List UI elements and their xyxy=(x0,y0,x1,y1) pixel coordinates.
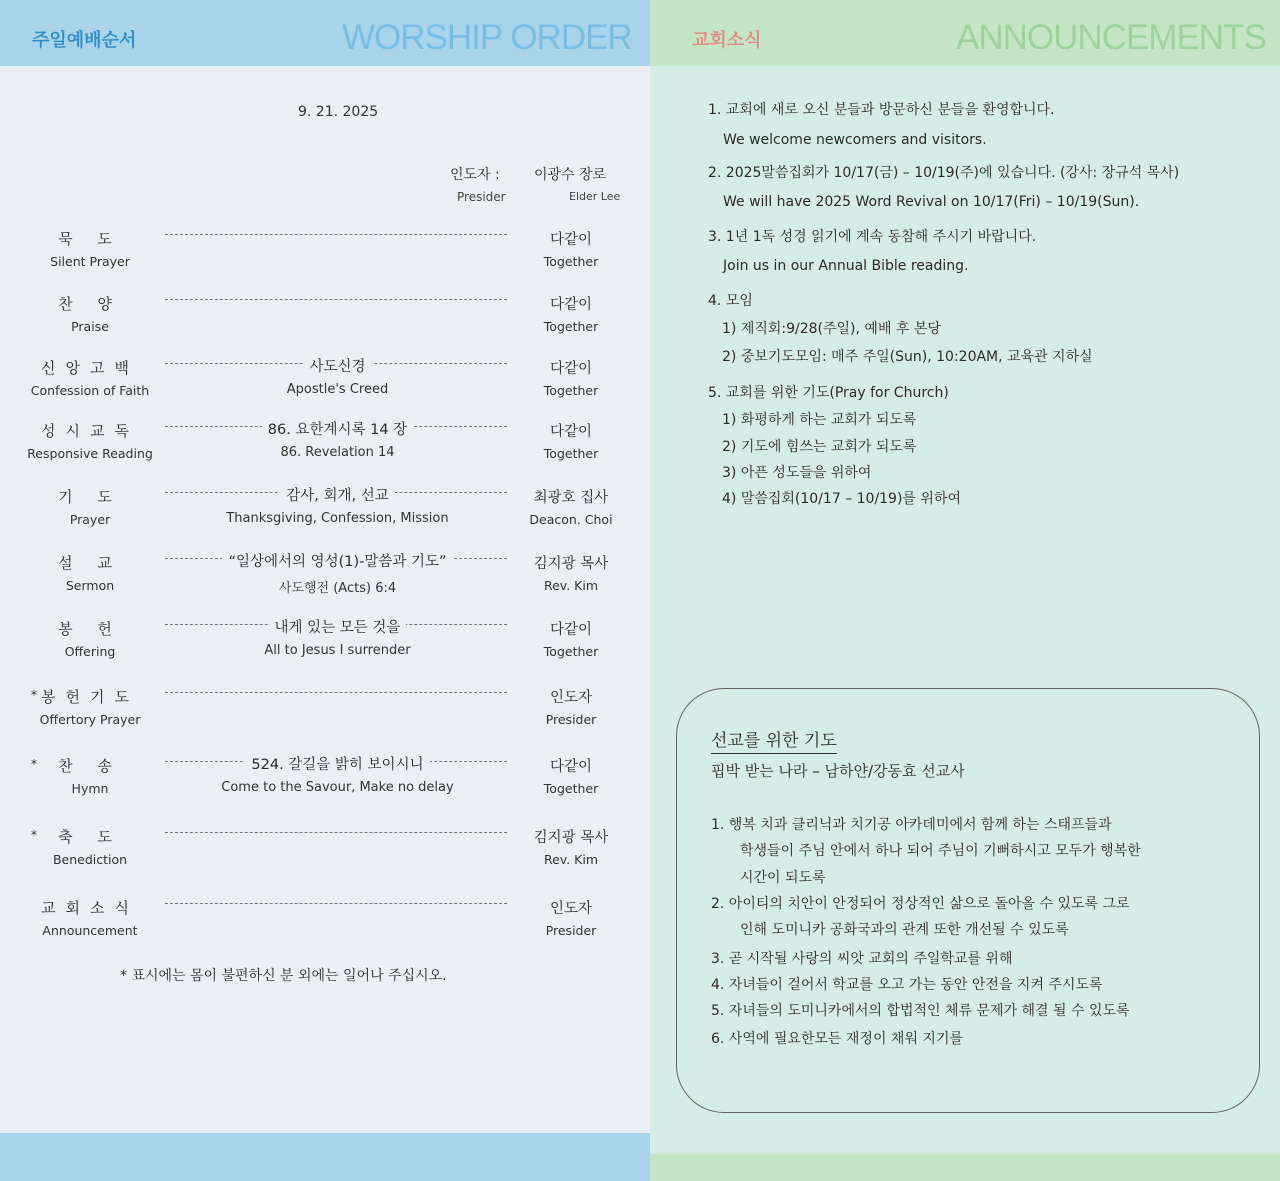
order-item-ko: 설 교 xyxy=(58,554,122,572)
dotted-leader xyxy=(165,903,507,904)
order-row xyxy=(0,755,650,815)
order-item-content xyxy=(165,418,510,439)
order-item-leader-en: Together xyxy=(543,254,599,269)
order-item-en: Prayer xyxy=(69,512,111,527)
announcements-panel xyxy=(650,0,1280,1181)
presider-label-en: Presider xyxy=(457,190,506,204)
order-item-ko: 신앙고백 xyxy=(41,359,139,377)
order-row xyxy=(0,686,650,746)
order-row xyxy=(0,293,650,353)
presider-label-ko: 인도자 : xyxy=(450,167,500,183)
order-item-content-en: Apostle's Creed xyxy=(286,382,389,397)
order-row xyxy=(0,486,650,546)
order-item-content xyxy=(165,550,510,571)
order-item-leader-en: Together xyxy=(543,446,599,461)
order-item-leader-en: Together xyxy=(543,644,599,659)
order-item-en: Offering xyxy=(64,644,116,659)
service-date: 9. 21. 2025 xyxy=(298,104,379,120)
order-item-leader-ko: 다같이 xyxy=(549,424,593,440)
order-item-en: Praise xyxy=(71,319,109,334)
announcement-line: 1. 교회에 새로 오신 분들과 방문하신 분들을 환영합니다. xyxy=(708,102,1055,118)
order-item-leader-ko: 다같이 xyxy=(549,759,593,775)
announcement-line: 3) 아픈 성도들을 위하여 xyxy=(722,465,872,481)
announcement-line: 4) 말씀집회(10/17 – 10/19)를 위하여 xyxy=(722,491,961,507)
worship-order-title-ko: 주일예배순서 xyxy=(32,30,137,51)
mission-prayer-title: 선교를 위한 기도 xyxy=(711,726,837,754)
announcement-line: We welcome newcomers and visitors. xyxy=(723,132,987,148)
order-item-content-text: 524. 갈길을 밝히 보이시니 xyxy=(245,757,429,773)
order-item-leader-ko: 인도자 xyxy=(549,901,593,917)
announcement-line: 2) 중보기도모임: 매주 주일(Sun), 10:20AM, 교육관 지하실 xyxy=(722,349,1093,365)
order-item-content-text: “일상에서의 영성(1)-말씀과 기도” xyxy=(222,554,452,570)
order-item-leader-en: Together xyxy=(543,781,599,796)
order-item-content-en: Come to the Savour, Make no delay xyxy=(221,780,454,795)
order-row xyxy=(0,618,650,678)
presider-name-ko: 이광수 장로 xyxy=(534,167,607,183)
order-item-ko: 봉 헌 xyxy=(58,620,122,638)
order-item-content-en: Thanksgiving, Confession, Mission xyxy=(226,511,449,526)
required-stand-marker: * xyxy=(31,828,37,842)
order-item-leader-ko: 다같이 xyxy=(549,297,593,313)
mission-prayer-item: 5. 자녀들의 도미니카에서의 합법적인 체류 문제가 해결 될 수 있도록 xyxy=(711,1003,1130,1019)
mission-prayer-item: 2. 아이티의 치안이 안정되어 정상적인 삶으로 돌아올 수 있도록 그로 xyxy=(711,896,1130,912)
order-item-leader-ko: 다같이 xyxy=(549,361,593,377)
announcements-title-en: ANNOUNCEMENTS xyxy=(956,18,1266,57)
order-item-ko: 성시교독 xyxy=(41,422,139,440)
order-item-content-en: 사도행전 (Acts) 6:4 xyxy=(278,581,397,596)
order-item-ko: 봉헌기도 xyxy=(41,688,139,706)
order-item-content-text: 사도신경 xyxy=(303,359,371,375)
order-row xyxy=(0,897,650,957)
dotted-leader xyxy=(165,299,507,300)
order-item-en: Offertory Prayer xyxy=(39,712,141,727)
order-item-leader-en: Presider xyxy=(545,923,597,938)
order-item-leader-en: Rev. Kim xyxy=(543,852,599,867)
order-item-leader-ko: 인도자 xyxy=(549,690,593,706)
presider-name-en: Elder Lee xyxy=(569,190,621,203)
order-item-en: Confession of Faith xyxy=(30,383,150,398)
order-item-leader-ko: 최광호 집사 xyxy=(533,490,609,506)
order-row xyxy=(0,357,650,417)
order-item-leader-ko: 다같이 xyxy=(549,232,593,248)
order-item-leader-en: Rev. Kim xyxy=(543,578,599,593)
worship-order-title-en: WORSHIP ORDER xyxy=(342,18,632,57)
order-item-content-text: 내게 있는 모든 것을 xyxy=(269,620,407,636)
order-item-content xyxy=(165,616,510,637)
footer-band xyxy=(0,1133,650,1181)
order-item-ko: 찬 송 xyxy=(58,757,122,775)
mission-prayer-subtitle: 핍박 받는 나라 – 남하얀/강동효 선교사 xyxy=(711,762,965,780)
order-item-ko: 교회소식 xyxy=(41,899,139,917)
order-row xyxy=(0,826,650,886)
order-item-content xyxy=(165,484,510,505)
order-item-content xyxy=(165,355,510,376)
order-item-leader-en: Presider xyxy=(545,712,597,727)
mission-prayer-item: 1. 행복 치과 클리닉과 치기공 아카데미에서 함께 하는 스태프들과 xyxy=(711,817,1112,833)
order-item-en: Responsive Reading xyxy=(27,446,153,461)
announcement-line: 2. 2025말씀집회가 10/17(금) – 10/19(주)에 있습니다. (강사: 장규석 목사) xyxy=(708,165,1180,181)
dotted-leader xyxy=(165,234,507,235)
order-item-en: Hymn xyxy=(71,781,109,796)
mission-prayer-item: 학생들이 주님 안에서 하나 되어 주님이 기뻐하시고 모두가 행복한 xyxy=(740,843,1141,859)
order-item-ko: 묵 도 xyxy=(58,230,122,248)
footer-band xyxy=(650,1154,1280,1181)
order-item-leader-ko: 김지광 목사 xyxy=(533,556,609,572)
order-item-content-en: All to Jesus I surrender xyxy=(264,643,411,658)
order-item-content xyxy=(165,753,510,774)
order-item-ko: 기 도 xyxy=(58,488,122,506)
order-item-leader-ko: 다같이 xyxy=(549,622,593,638)
announcement-line: 5. 교회를 위한 기도(Pray for Church) xyxy=(708,385,949,401)
announcement-line: 1) 화평하게 하는 교회가 되도록 xyxy=(722,412,917,428)
announcement-line: 1) 제직회:9/28(주일), 예배 후 본당 xyxy=(722,321,941,337)
order-item-leader-ko: 김지광 목사 xyxy=(533,830,609,846)
order-item-content-en: 86. Revelation 14 xyxy=(280,445,395,460)
order-item-content-text: 86. 요한계시록 14 장 xyxy=(262,422,413,438)
required-stand-marker: * xyxy=(31,757,37,771)
required-stand-marker: * xyxy=(31,688,37,702)
dotted-leader xyxy=(165,832,507,833)
order-item-en: Announcement xyxy=(42,923,138,938)
order-item-leader-en: Deacon. Choi xyxy=(529,512,613,527)
order-item-leader-en: Together xyxy=(543,319,599,334)
order-item-ko: 찬 양 xyxy=(58,295,122,313)
announcement-line: 2) 기도에 힘쓰는 교회가 되도록 xyxy=(722,439,917,455)
order-item-en: Silent Prayer xyxy=(50,254,130,269)
dotted-leader xyxy=(165,692,507,693)
mission-prayer-item: 인해 도미니카 공화국과의 관계 또한 개선될 수 있도록 xyxy=(740,922,1069,938)
announcement-line: Join us in our Annual Bible reading. xyxy=(723,258,969,274)
order-item-en: Sermon xyxy=(65,578,115,593)
announcement-line: 3. 1년 1독 성경 읽기에 계속 동참해 주시기 바랍니다. xyxy=(708,229,1037,245)
order-item-ko: 축 도 xyxy=(58,828,122,846)
order-item-leader-en: Together xyxy=(543,383,599,398)
order-item-content-text: 감사, 회개, 선교 xyxy=(280,488,394,504)
announcement-line: We will have 2025 Word Revival on 10/17(Fri) – 10/19(Sun). xyxy=(723,194,1140,210)
mission-prayer-item: 6. 사역에 필요한모든 재정이 채워 지기를 xyxy=(711,1031,963,1047)
standing-note: * 표시에는 몸이 불편하신 분 외에는 일어나 주십시오. xyxy=(120,968,447,984)
order-row xyxy=(0,552,650,612)
order-row xyxy=(0,420,650,480)
order-row xyxy=(0,228,650,288)
announcement-line: 4. 모임 xyxy=(708,293,753,309)
announcements-title-ko: 교회소식 xyxy=(692,30,762,51)
order-item-en: Benediction xyxy=(52,852,128,867)
mission-prayer-item: 4. 자녀들이 걸어서 학교를 오고 가는 동안 안전을 지켜 주시도록 xyxy=(711,977,1103,993)
mission-prayer-item: 시간이 되도록 xyxy=(740,870,826,886)
mission-prayer-item: 3. 곧 시작될 사랑의 씨앗 교회의 주일학교를 위해 xyxy=(711,951,1013,967)
